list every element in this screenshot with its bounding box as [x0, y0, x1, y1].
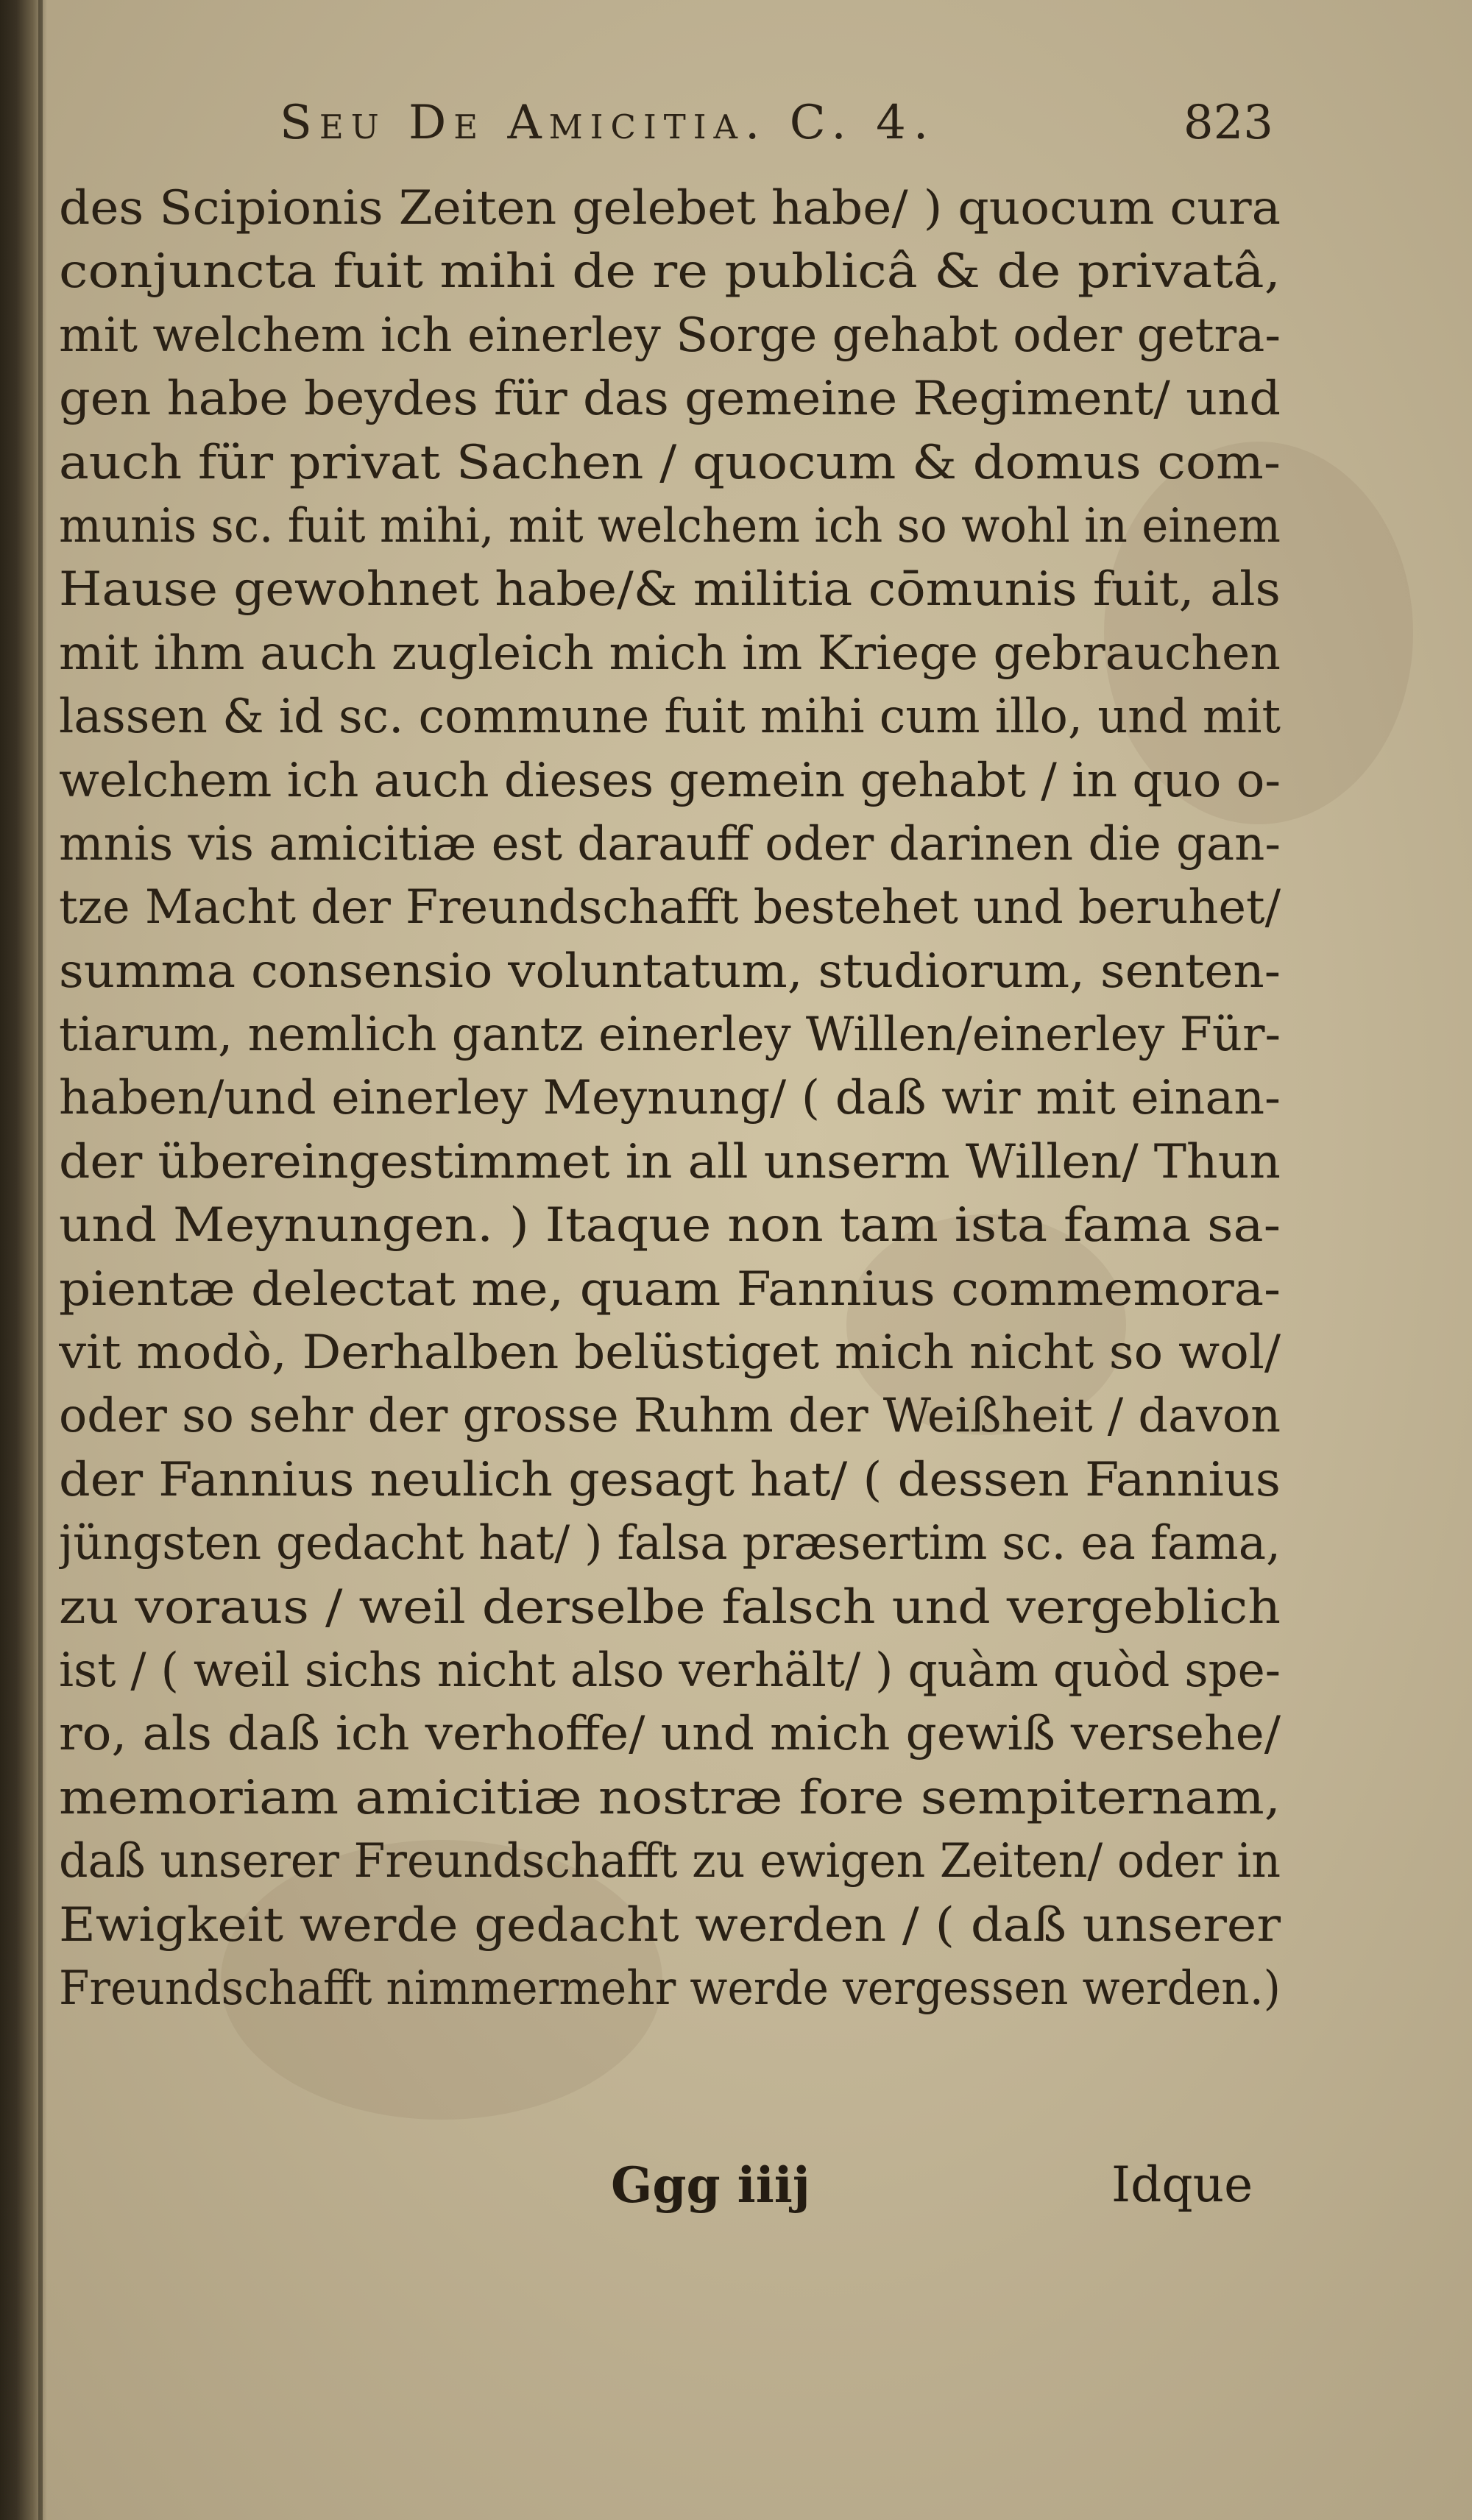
text-line-content: mit ihm auch zugleich mich im Kriege gebrauchen: [59, 626, 1281, 681]
text-line: [59, 1957, 1281, 2020]
signature-mark: Ggg iiij: [611, 2156, 810, 2214]
text-line-content: mnis vis amicitiæ est darauff oder darinen die gan-: [59, 816, 1281, 871]
running-head-title: Seu De Amicitia. C. 4.: [280, 96, 936, 150]
running-head: [243, 88, 1288, 169]
text-line: [59, 749, 1281, 813]
text-line-content: welchem ich auch dieses gemein gehabt / in quo o-: [59, 753, 1281, 808]
text-line-content: ist / ( weil sichs nicht also verhält/ ) quàm quòd spe-: [59, 1643, 1281, 1698]
body-text: [59, 177, 1281, 2020]
text-line-content: und Meynungen. ) Itaque non tam ista fama sa-: [59, 1198, 1281, 1253]
text-line: [59, 1066, 1281, 1130]
text-line: [59, 876, 1281, 939]
text-line: [59, 1130, 1281, 1194]
text-line-content: lassen & id sc. commune fuit mihi cum illo, und mit: [59, 690, 1281, 745]
text-line: [59, 367, 1281, 431]
text-line-content: tiarum, nemlich gantz einerley Willen/einerley Für-: [59, 1008, 1281, 1063]
text-line-content: Hause gewohnet habe/& militia cōmunis fuit, als: [59, 562, 1281, 617]
text-line: [59, 1702, 1281, 1766]
text-line-content: jüngsten gedacht hat/ ) falsa præsertim sc. ea fama,: [59, 1516, 1281, 1571]
text-line: [59, 622, 1281, 685]
page-number: 823: [1183, 96, 1273, 150]
catchword: Idque: [1111, 2156, 1253, 2213]
text-line-content: der Fannius neulich gesagt hat/ ( dessen Fannius: [59, 1452, 1281, 1507]
text-line: [59, 940, 1281, 1003]
text-line-content: ro, als daß ich verhoffe/ und mich gewiß versehe/: [59, 1707, 1281, 1762]
text-line-content: memoriam amicitiæ nostræ fore sempiternam,: [59, 1770, 1281, 1825]
text-line-content: mit welchem ich einerley Sorge gehabt oder getra-: [59, 308, 1281, 363]
text-line-content: haben/und einerley Meynung/ ( daß wir mit einan-: [59, 1071, 1281, 1126]
text-line-content: pientæ delectat me, quam Fannius commemora-: [59, 1261, 1281, 1317]
text-line: [59, 813, 1281, 876]
text-line-content: conjuncta fuit mihi de re publicâ & de privatâ,: [59, 244, 1281, 300]
text-line-content: des Scipionis Zeiten gelebet habe/ ) quocum cura: [59, 181, 1281, 236]
text-line: [59, 1003, 1281, 1066]
text-line-content: vit modò, Derhalben belüstiget mich nicht so wol/: [59, 1326, 1281, 1381]
text-line: [59, 1639, 1281, 1702]
text-line: [59, 1894, 1281, 1957]
text-line-content: daß unserer Freundschafft zu ewigen Zeiten/ oder in: [59, 1834, 1281, 1889]
text-line-content: tze Macht der Freundschafft bestehet und beruhet/: [59, 880, 1281, 935]
text-line: [59, 495, 1281, 558]
text-line-content: Freundschafft nimmermehr werde vergessen werden.): [59, 1961, 1281, 2016]
text-line: [59, 431, 1281, 495]
text-line: [59, 1830, 1281, 1893]
text-line: [59, 240, 1281, 303]
text-line: [59, 1512, 1281, 1575]
text-line: [59, 1194, 1281, 1257]
text-line-content: zu voraus / weil derselbe falsch und vergeblich: [59, 1579, 1281, 1635]
text-line: [59, 1258, 1281, 1321]
text-line: [59, 304, 1281, 367]
text-line-content: munis sc. fuit mihi, mit welchem ich so wohl in einem: [59, 498, 1281, 553]
text-line: [59, 1321, 1281, 1384]
text-line-content: der übereingestimmet in all unserm Willen/ Thun: [59, 1134, 1281, 1189]
text-line: [59, 1766, 1281, 1830]
text-line-content: summa consensio voluntatum, studiorum, senten-: [59, 944, 1281, 999]
text-line: [59, 1576, 1281, 1639]
text-line-content: oder so sehr der grosse Ruhm der Weißheit / davon: [59, 1389, 1281, 1444]
text-line: [59, 685, 1281, 748]
text-line: [59, 177, 1281, 240]
page-footer: [59, 2156, 1281, 2223]
text-line: [59, 1448, 1281, 1512]
text-line-content: Ewigkeit werde gedacht werden / ( daß unserer: [59, 1897, 1281, 1953]
text-line: [59, 1384, 1281, 1448]
text-line-content: auch für privat Sachen / quocum & domus com-: [59, 435, 1281, 490]
text-line: [59, 558, 1281, 621]
binding-shadow-line: [38, 0, 43, 2520]
text-line-content: gen habe beydes für das gemeine Regiment/ und: [59, 372, 1281, 427]
